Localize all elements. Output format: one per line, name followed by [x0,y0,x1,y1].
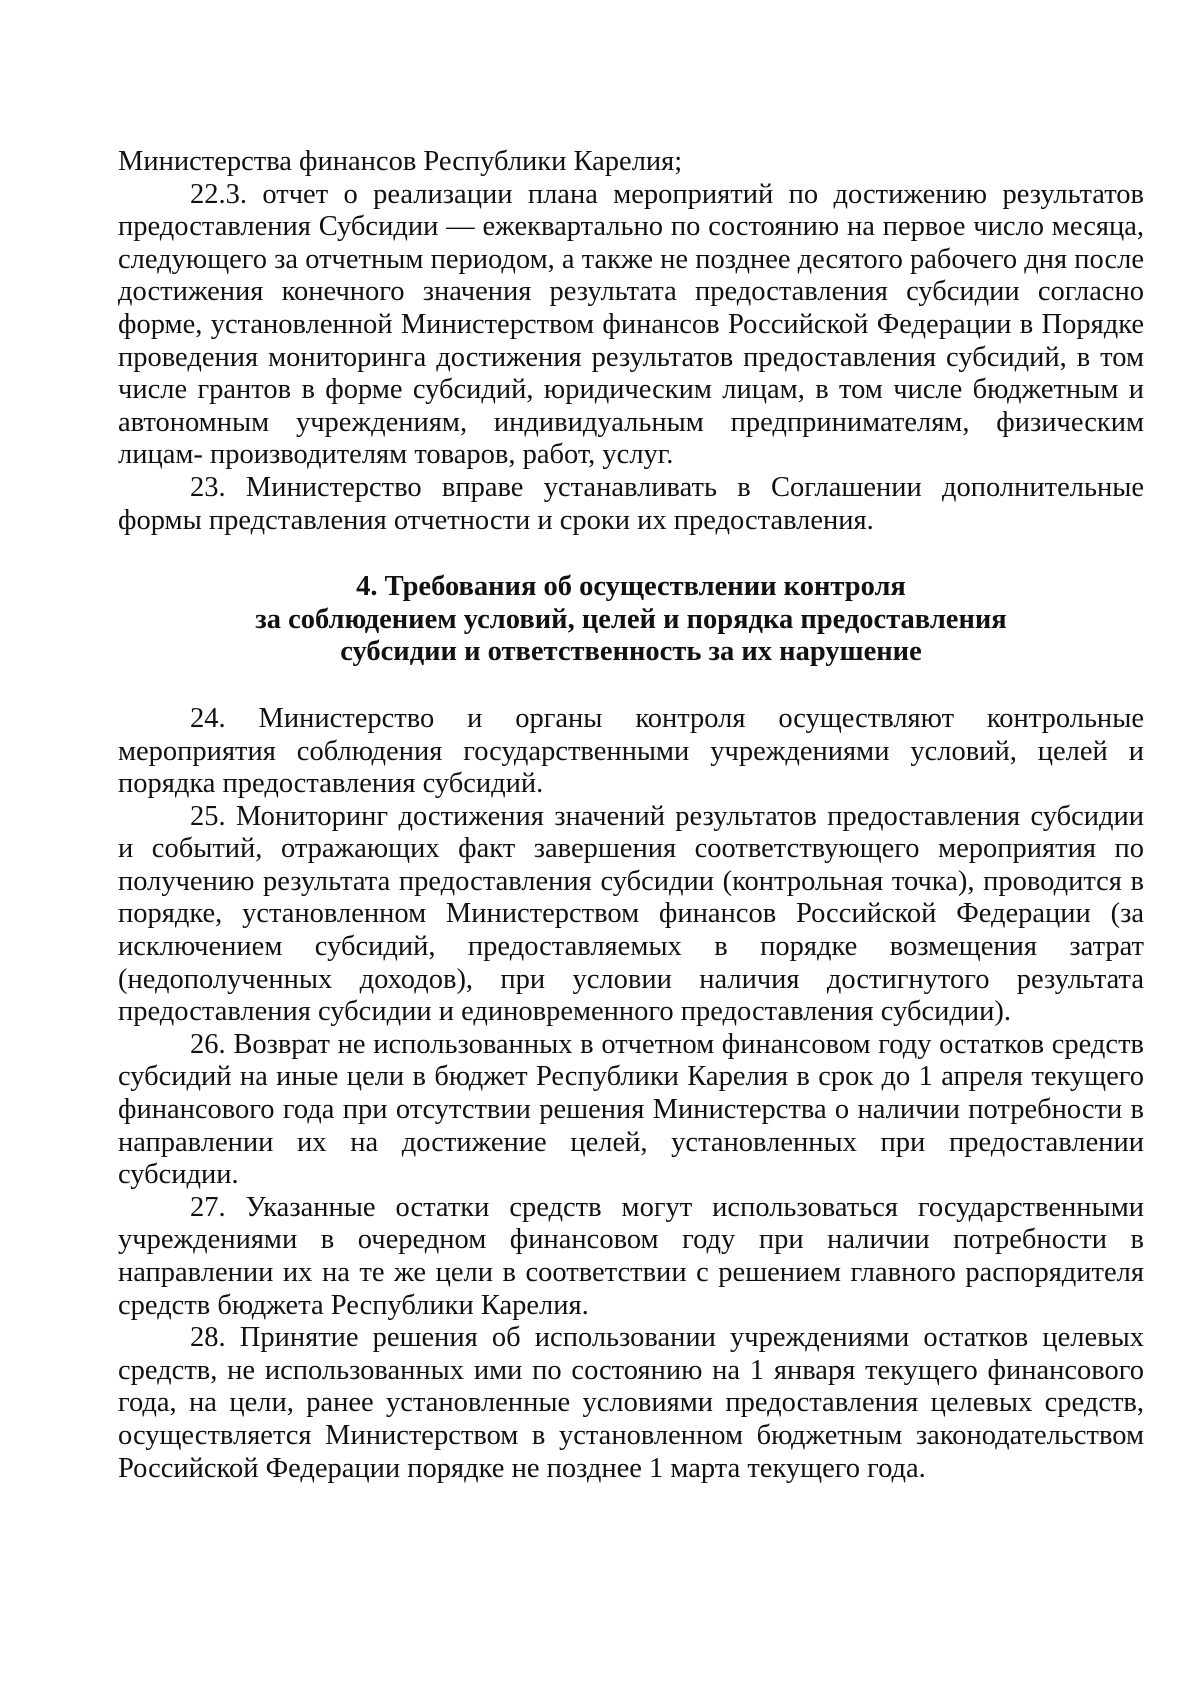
section-4-heading [118,571,1144,669]
paragraph-27: 27. Указанные остатки средств могут использоваться государственными учреждениями в очередном финансовом году при наличии потребности в направлении их на те же цели в соответствии с решением главного распорядителя средств бюджета Республики Карелия. [118,1191,1144,1321]
document-page [118,146,1144,1485]
paragraph-25: 25. Мониторинг достижения значений результатов предоставления субсидии и событий, отражающих факт завершения соответствующего мероприятия по получению результата предоставления субсидии (контрольная точка), проводится в порядке, установленном Министерством финансов Российской Федерации (за исключением субсидий, предоставляемых в порядке возмещения затрат (недополученных доходов), при условии наличия достигнутого результата предоставления субсидии и единовременного предоставления субсидии). [118,800,1144,1028]
section-4-heading-line-3: субсидии и ответственность за их нарушение [340,636,922,668]
paragraph-22-3: 22.3. отчет о реализации плана мероприятий по достижению результатов предоставления Субсидии — ежеквартально по состоянию на первое число месяца, следующего за отчетным периодом, а также не позднее десятого рабочего дня после достижения конечного значения результата предоставления субсидии согласно форме, установленной Министерством финансов Российской Федерации в Порядке проведения мониторинга достижения результатов предоставления субсидий, в том числе грантов в форме субсидий, юридическим лицам, в том числе бюджетным и автономным учреждениям, индивидуальным предпринимателям, физическим лицам- производителям товаров, работ, услуг. [118,178,1144,471]
section-4-heading-line-2: за соблюдением условий, целей и порядка предоставления [255,603,1007,635]
paragraph-24: 24. Министерство и органы контроля осуществляют контрольные мероприятия соблюдения государственными учреждениями условий, целей и порядка предоставления субсидий. [118,702,1144,800]
paragraph-continuation: Министерства финансов Республики Карелия; [118,146,683,177]
section-4-heading-line-1: 4. Требования об осуществлении контроля [356,571,906,603]
paragraph-26: 26. Возврат не использованных в отчетном финансовом году остатков средств субсидий на иные цели в бюджет Республики Карелия в срок до 1 апреля текущего финансового года при отсутствии решения Министерства о наличии потребности в направлении их на достижение целей, установленных при предоставлении субсидии. [118,1028,1144,1191]
paragraph-23: 23. Министерство вправе устанавливать в Соглашении дополнительные формы представления отчетности и сроки их предоставления. [118,471,1144,536]
paragraph-28: 28. Принятие решения об использовании учреждениями остатков целевых средств, не использованных ими по состоянию на 1 января текущего финансового года, на цели, ранее установленные условиями предоставления целевых средств, осуществляется Министерством в установленном бюджетным законодательством Российской Федерации порядке не позднее 1 марта текущего года. [118,1322,1144,1484]
